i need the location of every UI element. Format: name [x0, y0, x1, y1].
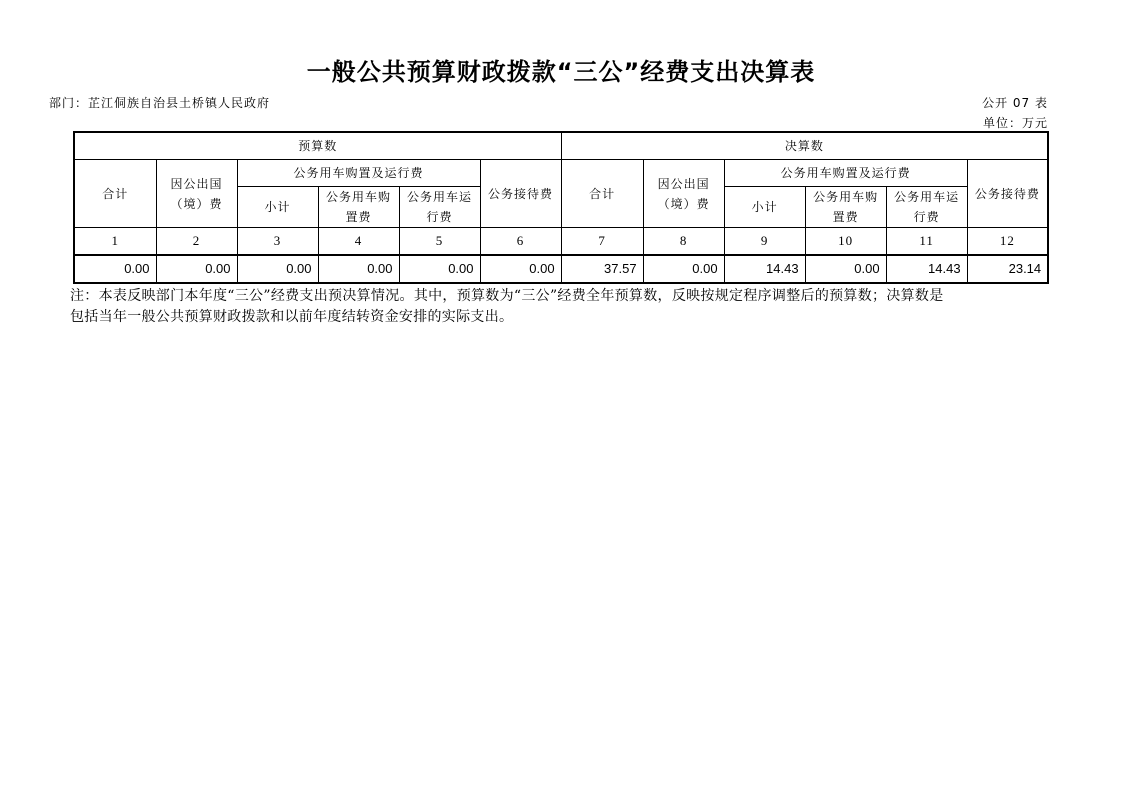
budget-reception-header: 公务接待费	[480, 160, 561, 228]
value-final-reception: 23.14	[967, 255, 1048, 283]
column-number-row	[74, 228, 1048, 256]
final-subtotal-header: 小计	[724, 187, 805, 228]
budget-car-running-header: 公务用车运行费	[399, 187, 480, 228]
page-title: 一般公共预算财政拨款“三公”经费支出决算表	[306, 58, 816, 86]
final-abroad-header: 因公出国（境）费	[643, 160, 724, 228]
budget-group-header: 预算数	[74, 132, 561, 160]
final-car-running-header: 公务用车运行费	[886, 187, 967, 228]
col-number-6: 6	[480, 228, 561, 256]
value-budget-car-running: 0.00	[399, 255, 480, 283]
col-number-5: 5	[399, 228, 480, 256]
budget-car-purchase-header: 公务用车购置费	[318, 187, 399, 228]
department-label: 部门：芷江侗族自治县土桥镇人民政府	[49, 96, 271, 110]
table-number: 公开 07 表	[982, 96, 1048, 110]
col-number-2: 2	[156, 228, 237, 256]
value-final-abroad: 0.00	[643, 255, 724, 283]
value-budget-reception: 0.00	[480, 255, 561, 283]
value-budget-car-subtotal: 0.00	[237, 255, 318, 283]
budget-car-group-header: 公务用车购置及运行费	[237, 160, 480, 187]
budget-total-header: 合计	[74, 160, 156, 228]
budget-abroad-header: 因公出国（境）费	[156, 160, 237, 228]
final-car-group-header: 公务用车购置及运行费	[724, 160, 967, 187]
value-row	[74, 255, 1048, 283]
value-final-total: 37.57	[561, 255, 643, 283]
final-reception-header: 公务接待费	[967, 160, 1048, 228]
col-number-4: 4	[318, 228, 399, 256]
col-number-12: 12	[967, 228, 1048, 256]
col-number-3: 3	[237, 228, 318, 256]
col-number-10: 10	[805, 228, 886, 256]
col-number-1: 1	[74, 228, 156, 256]
value-budget-car-purchase: 0.00	[318, 255, 399, 283]
three-public-expenses-table	[73, 131, 1049, 284]
budget-subtotal-header: 小计	[237, 187, 318, 228]
value-final-car-subtotal: 14.43	[724, 255, 805, 283]
value-final-car-purchase: 0.00	[805, 255, 886, 283]
value-budget-total: 0.00	[74, 255, 156, 283]
footnote-line-1: 注：本表反映部门本年度“三公”经费支出预决算情况。其中，预算数为“三公”经费全年预算数，反映按规定程序调整后的预算数；决算数是	[70, 288, 944, 304]
value-budget-abroad: 0.00	[156, 255, 237, 283]
col-number-7: 7	[561, 228, 643, 256]
unit-label: 单位：万元	[982, 116, 1048, 130]
col-number-11: 11	[886, 228, 967, 256]
final-group-header: 决算数	[561, 132, 1048, 160]
footnote-line-2: 包括当年一般公共预算财政拨款和以前年度结转资金安排的实际支出。	[70, 309, 514, 325]
final-car-purchase-header: 公务用车购置费	[805, 187, 886, 228]
final-total-header: 合计	[561, 160, 643, 228]
col-number-9: 9	[724, 228, 805, 256]
col-number-8: 8	[643, 228, 724, 256]
value-final-car-running: 14.43	[886, 255, 967, 283]
footnote	[70, 286, 1080, 328]
